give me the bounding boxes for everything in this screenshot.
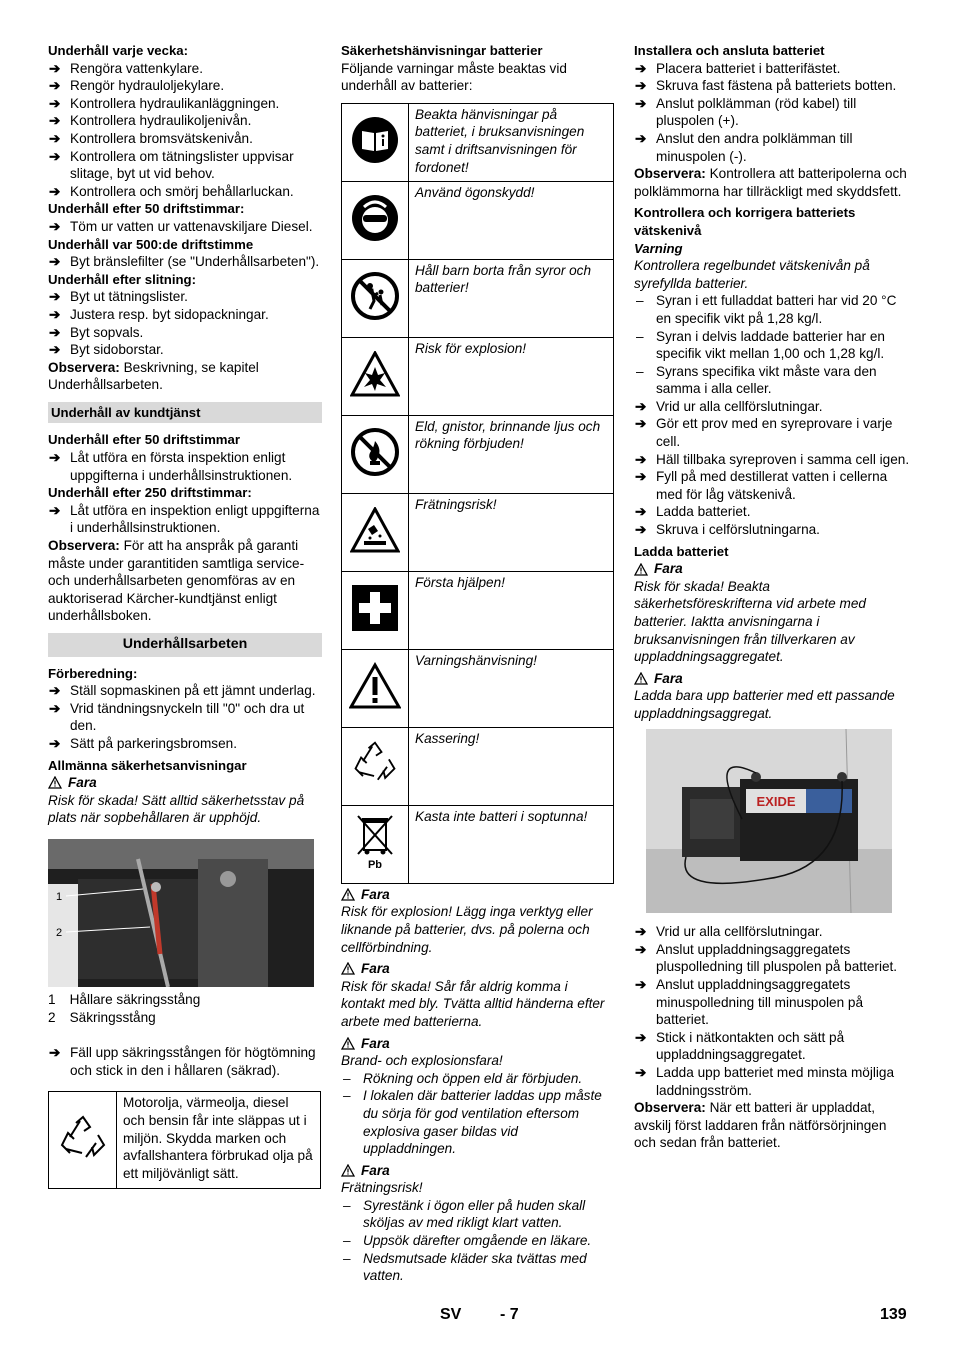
arrow-icon: ➔: [635, 504, 647, 520]
install-list: [634, 60, 910, 166]
note-1: Observera: Beskrivning, se kapitel Underhållsarbeten.: [48, 359, 259, 393]
column-right: [634, 42, 910, 1152]
s50-list: [48, 449, 322, 484]
symbol-row: Eld, gnistor, brinnande ljus och rökning förbjuden!: [342, 415, 614, 493]
arrow-icon: ➔: [49, 306, 61, 322]
step-item: ➔ Anslut uppladdningsaggregatets minuspolledning till minuspolen på batteriet.: [635, 976, 864, 1028]
step-item: ➔ Kontrollera hydraulikoljenivån.: [49, 113, 252, 129]
symbol-row: Risk för explosion!: [342, 337, 614, 415]
warning-3-list: [341, 1070, 614, 1158]
arrow-icon: ➔: [49, 78, 61, 94]
h50-title: Underhåll efter 50 driftstimmar:: [48, 201, 245, 217]
footer-page-number: 139: [880, 1306, 907, 1323]
battery-brand-label: EXIDE: [756, 793, 796, 809]
step-item: ➔ Byt sidoborstar.: [49, 342, 164, 358]
s250-title: Underhåll efter 250 driftstimmar:: [48, 485, 252, 501]
step-item: ➔ Sätt på parkeringsbromsen.: [49, 735, 237, 751]
varning-heading: Varning: [634, 240, 683, 256]
symbol-row: Varningshänvisning!: [342, 649, 614, 727]
symbol-table: [341, 103, 614, 884]
fara-heading: Fara: [341, 960, 614, 978]
photo-legend: [48, 991, 322, 1026]
warning-text-2: Risk för skada! Sår får aldrig komma i kontakt med bly. Tvätta alltid händerna efter arbete med batterierna.: [341, 978, 605, 1029]
check-list: [634, 398, 910, 539]
warning-text-1: Risk för explosion! Lägg inga verktyg eller liknande på batterier, dvs. på polerna och cellförbindning.: [341, 904, 593, 955]
charge-title: Ladda batteriet: [634, 543, 729, 559]
legend-item: 2 Säkringsstång: [48, 1009, 156, 1025]
warning-triangle-icon: [341, 962, 355, 975]
arrow-icon: ➔: [49, 254, 61, 270]
legend-item: 1 Hållare säkringsstång: [48, 991, 201, 1007]
charge-list: [634, 923, 910, 1099]
footer-language: SV: [440, 1306, 462, 1323]
warning-triangle-icon: [341, 1037, 355, 1050]
safety-bar-illustration: [48, 839, 314, 987]
dash-item: – Nedsmutsade kläder ska tvättas med vatten.: [343, 1250, 587, 1284]
safety-bar-photo: [48, 839, 314, 987]
first-aid-icon: [342, 571, 409, 649]
warning-triangle-icon: [48, 776, 62, 789]
warning-triangle-icon: [341, 888, 355, 901]
arrow-icon: ➔: [635, 416, 647, 432]
fara-heading: Fara: [341, 1035, 614, 1053]
check-text: Kontrollera regelbundet vätskenivån på syrefyllda batterier.: [634, 258, 870, 291]
pb-label: Pb: [367, 858, 383, 871]
arrow-icon: ➔: [49, 218, 61, 234]
column-left: [48, 42, 322, 1189]
arrow-icon: ➔: [49, 148, 61, 164]
warning-triangle-icon: [634, 563, 648, 576]
battery-charger-photo: [646, 729, 910, 918]
warning-4-list: [341, 1197, 614, 1285]
dash-marker: –: [343, 1088, 351, 1104]
arrow-icon: ➔: [635, 522, 647, 538]
arrow-icon: ➔: [49, 130, 61, 146]
step-item: ➔ Fäll upp säkringsstången för högtömning och stick in den i hållaren (säkrad).: [49, 1045, 316, 1078]
warning-icon: [342, 649, 409, 727]
step-item: ➔ Gör ett prov med en syreprovare i varje cell.: [635, 416, 893, 450]
step-item: ➔ Anslut den andra polklämman till minuspolen (-).: [635, 130, 853, 164]
recycle-icon: [342, 727, 409, 805]
fara-heading: Fara: [341, 886, 614, 904]
dash-item: – Syran i delvis laddade batterier har en specifik vikt mellan 1,00 och 1,28 kg/l.: [636, 328, 885, 362]
check-title: Kontrollera och korrigera batteriets vätskenivå: [634, 205, 856, 238]
arrow-icon: ➔: [49, 450, 61, 466]
prep-title: Förberedning:: [48, 665, 138, 681]
step-item: ➔ Ladda upp batteriet med minsta möjliga laddningsström.: [635, 1064, 895, 1098]
h500-list: [48, 253, 322, 271]
manual-book-icon: [342, 103, 409, 181]
step-item: ➔ Skruva i celförslutningarna.: [635, 522, 820, 538]
dash-item: – Uppsök därefter omgående en läkare.: [343, 1233, 592, 1249]
battery-safety-intro: Följande varningar måste beaktas vid underhåll av batterier:: [341, 60, 567, 94]
charge-warning-2: Ladda bara upp batterier med ett passande uppladdningsaggregat.: [634, 688, 895, 721]
step-item: ➔ Rengör hydrauloljekylare.: [49, 78, 225, 94]
wear-title: Underhåll efter slitning:: [48, 271, 197, 287]
column-middle: [341, 42, 614, 1285]
step-item: ➔ Skruva fast fästena på batteriets botten.: [635, 78, 897, 94]
warning-triangle-icon: [341, 1164, 355, 1177]
arrow-icon: ➔: [49, 113, 61, 129]
dash-item: – Rökning och öppen eld är förbjuden.: [343, 1070, 583, 1086]
step-item: ➔ Anslut polklämman (röd kabel) till pluspolen (+).: [635, 95, 857, 129]
arrow-icon: ➔: [635, 78, 647, 94]
symbol-row: Använd ögonskydd!: [342, 181, 614, 259]
dash-marker: –: [636, 363, 644, 379]
explosion-icon: [342, 337, 409, 415]
arrow-icon: ➔: [49, 95, 61, 111]
arrow-icon: ➔: [635, 469, 647, 485]
symbol-row: Kassering!: [342, 727, 614, 805]
weekly-title: Underhåll varje vecka:: [48, 43, 189, 58]
step-item: ➔ Ställ sopmaskinen på ett jämnt underlag.: [49, 683, 316, 699]
fara-heading: Fara: [634, 670, 910, 688]
step-item: ➔ Rengöra vattenkylare.: [49, 60, 203, 76]
dash-marker: –: [636, 328, 644, 344]
arrow-icon: ➔: [49, 683, 61, 699]
arrow-icon: ➔: [635, 1029, 647, 1045]
corrosive-icon: [342, 493, 409, 571]
arrow-icon: ➔: [49, 324, 61, 340]
symbol-row: Första hjälpen!: [342, 571, 614, 649]
dash-marker: –: [343, 1250, 351, 1266]
step-item: ➔ Justera resp. byt sidopackningar.: [49, 306, 269, 322]
dash-item: – Syrans specifika vikt måste vara den samma i alla celler.: [636, 363, 877, 397]
safety-title: Allmänna säkerhetsanvisningar: [48, 757, 247, 773]
install-note: Observera: Kontrollera att batteripolerna och polklämmorna har tillräckligt med skyddsfett.: [634, 166, 907, 199]
arrow-icon: ➔: [49, 342, 61, 358]
step-item: ➔ Fyll på med destillerat vatten i cellerna med för låg vätskenivå.: [635, 469, 888, 502]
dash-item: – Syrestänk i ögon eller på huden skall sköljas av med rikligt klart vatten.: [343, 1197, 586, 1231]
crossed-bin-icon: [342, 805, 409, 883]
battery-charger-illustration: [646, 729, 892, 913]
arrow-icon: ➔: [635, 941, 647, 957]
step-item: ➔ Vrid ur alla cellförslutningar.: [635, 398, 823, 414]
recycle-icon: [49, 1092, 117, 1188]
arrow-icon: ➔: [49, 700, 61, 716]
step-item: ➔ Låt utföra en första inspektion enligt uppgifterna i underhållsinstruktionen.: [49, 450, 293, 483]
fara-heading: Fara: [341, 1162, 614, 1180]
dash-marker: –: [636, 293, 644, 309]
arrow-icon: ➔: [635, 60, 647, 76]
step-item: ➔ Vrid tändningsnyckeln till "0" och dra ut den.: [49, 700, 305, 734]
arrow-icon: ➔: [635, 1064, 647, 1080]
warning-text-3: Brand- och explosionsfara!: [341, 1053, 503, 1069]
symbol-row: Pb Kasta inte batteri i soptunna!: [342, 805, 614, 883]
step-item: ➔ Byt ut tätningslister.: [49, 289, 188, 305]
keep-children-away-icon: [342, 259, 409, 337]
service-band: Underhåll av kundtjänst: [48, 402, 322, 424]
symbol-row: Beakta hänvisningar på batteriet, i bruksanvisningen samt i driftsanvisningen för fordonet!: [342, 103, 614, 181]
arrow-icon: ➔: [635, 95, 647, 111]
dash-marker: –: [343, 1197, 351, 1213]
no-fire-icon: [342, 415, 409, 493]
dash-marker: –: [343, 1233, 351, 1249]
step-item: ➔ Vrid ur alla cellförslutningar.: [635, 924, 823, 940]
dash-item: – Syran i ett fulladdat batteri har vid 20 °C en specifik vikt på 1,28 kg/l.: [636, 293, 897, 326]
step-item: ➔ Stick i nätkontakten och sätt på uppladdningsaggregatet.: [635, 1029, 845, 1063]
arrow-icon: ➔: [635, 924, 647, 940]
fara-heading: Fara: [634, 560, 910, 578]
symbol-row: Håll barn borta från syror och batterier!: [342, 259, 614, 337]
fara-heading: Fara: [48, 774, 322, 792]
step-item: ➔ Placera batteriet i batterifästet.: [635, 60, 841, 76]
dash-item: – I lokalen där batterier laddas upp måste du sörja för god ventilation eftersom explosiva gaser bildas vid uppladdningen.: [343, 1088, 602, 1157]
charge-warning-1: Risk för skada! Beakta säkerhetsföreskrifterna vid arbete med batterier. Iaktta anvisningarna i bruksanvisningen från tillverkaren av uppladdningsaggregatet.: [634, 578, 866, 665]
h50-list: [48, 218, 322, 236]
work-band: Underhållsarbeten: [48, 633, 322, 657]
environment-box: [48, 1091, 321, 1189]
wear-list: [48, 288, 322, 358]
warning-triangle-icon: [634, 672, 648, 685]
arrow-icon: ➔: [49, 735, 61, 751]
battery-safety-title: Säkerhetshänvisningar batterier: [341, 43, 543, 58]
photo-label-2: 2: [56, 926, 63, 939]
check-dash-list: [634, 292, 910, 398]
s50-title: Underhåll efter 50 driftstimmar: [48, 432, 241, 448]
step-item: ➔ Låt utföra en inspektion enligt uppgifterna i underhållsinstruktionen.: [49, 502, 320, 536]
charge-note: Observera: När ett batteri är uppladdat, avskilj först laddaren från nätförsörjningen och sedan från batteriet.: [634, 1100, 887, 1151]
h500-title: Underhåll var 500:de driftstimme: [48, 236, 254, 252]
environment-text: Motorolja, värmeolja, diesel och bensin får inte släppas ut i miljön. Skydda marken och avfallshantera förbrukad olja på ett miljövänligt sätt.: [123, 1095, 313, 1181]
s250-list: [48, 502, 322, 537]
step-item: ➔ Ladda batteriet.: [635, 504, 751, 520]
step-item: ➔ Häll tillbaka syreproven i samma cell igen.: [635, 451, 910, 467]
arrow-icon: ➔: [49, 1045, 61, 1061]
step-item: ➔ Kontrollera hydraulikanläggningen.: [49, 95, 280, 111]
step-item: ➔ Kontrollera bromsvätskenivån.: [49, 130, 253, 146]
step-item: ➔ Kontrollera om tätningslister uppvisar slitage, byt ut vid behov.: [49, 148, 294, 182]
step-item: ➔ Anslut uppladdningsaggregatets pluspolledning till pluspolen på batteriet.: [635, 941, 898, 975]
safety-text: Risk för skada! Sätt alltid säkerhetsstav på plats när sopbehållaren är upphöjd.: [48, 792, 305, 826]
photo-label-1: 1: [56, 890, 63, 903]
arrow-icon: ➔: [49, 60, 61, 76]
arrow-icon: ➔: [635, 130, 647, 146]
dash-marker: –: [343, 1070, 351, 1086]
footer-page-local: - 7: [500, 1306, 519, 1323]
step-item: ➔ Kontrollera och smörj behållarluckan.: [49, 183, 294, 199]
step-item: ➔ Byt sopvals.: [49, 324, 144, 340]
eye-protection-icon: [342, 181, 409, 259]
note-2: Observera: För att ha anspråk på garanti måste under garantitiden samtliga service- och underhållsarbeten genomföras av en auktoriserad Kärcher-kundtjänst enligt underhållsboken.: [48, 538, 305, 624]
step-item: ➔ Töm ur vatten ur vattenavskiljare Diesel.: [49, 218, 313, 234]
weekly-list: [48, 60, 322, 201]
fold-list: [48, 1044, 322, 1079]
symbol-row: Frätningsrisk!: [342, 493, 614, 571]
arrow-icon: ➔: [49, 289, 61, 305]
warning-text-4: Frätningsrisk!: [341, 1180, 423, 1196]
prep-list: [48, 682, 322, 752]
arrow-icon: ➔: [49, 502, 61, 518]
arrow-icon: ➔: [635, 451, 647, 467]
step-item: ➔ Byt bränslefilter (se "Underhållsarbeten").: [49, 254, 320, 270]
arrow-icon: ➔: [635, 976, 647, 992]
arrow-icon: ➔: [49, 183, 61, 199]
install-title: Installera och ansluta batteriet: [634, 43, 825, 58]
arrow-icon: ➔: [635, 398, 647, 414]
